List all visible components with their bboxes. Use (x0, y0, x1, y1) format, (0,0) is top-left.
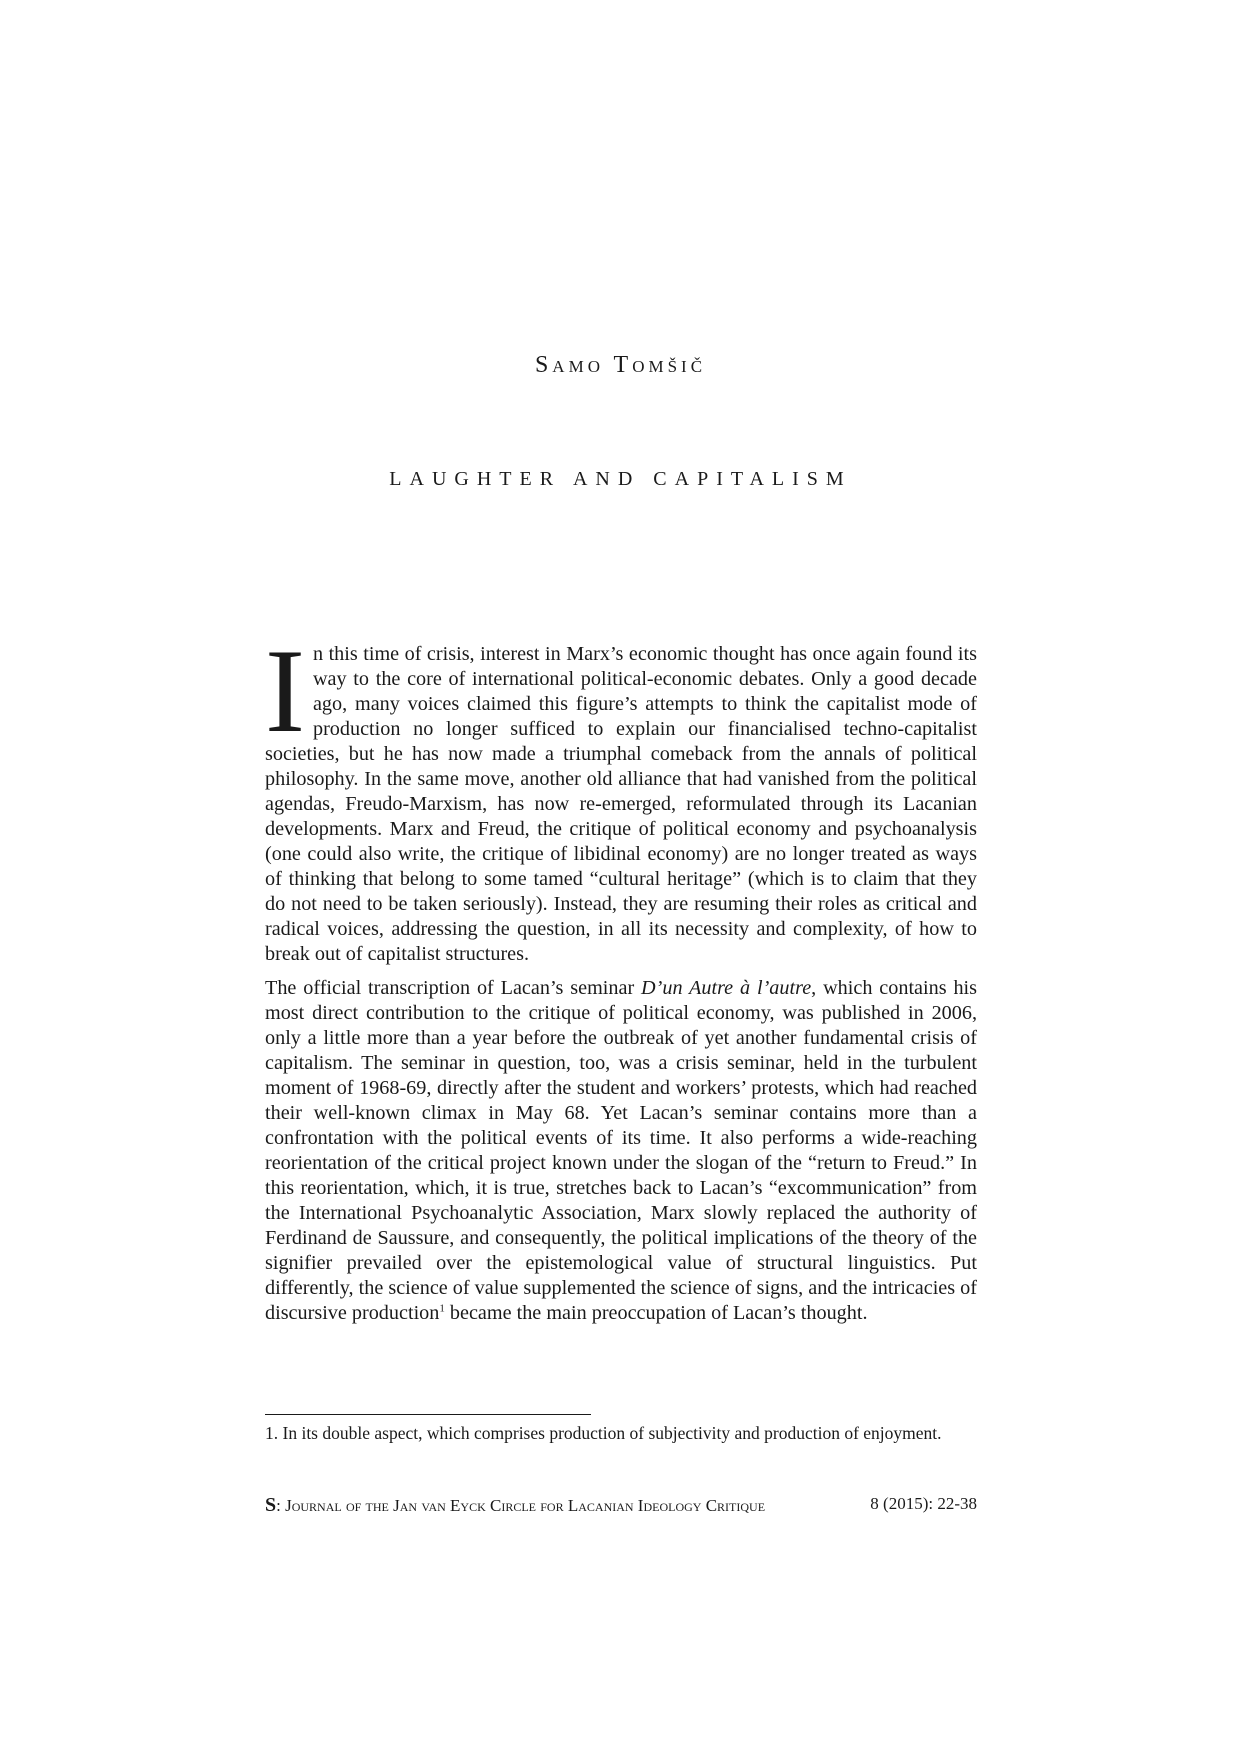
drop-cap: I (265, 624, 305, 757)
paragraph-text: n this time of crisis, interest in Marx’s economic thought has once again found its way to the core of international political-economic debates. Only a good decade ago, many voices claimed this figure’s attempts to think the capitalist mode of production no longer sufficed to explain our financialised techno-capitalist societies, but he has now made a triumphal comeback from the annals of political philosophy. In the same move, another old alliance that had vanished from the political agendas, Freudo-Marxism, has now re-emerged, reformulated through its Lacanian developments. Marx and Freud, the critique of political economy and psychoanalysis (one could also write, the critique of libidinal economy) are no longer treated as ways of thinking that belong to some tamed “cultural heritage” (which is to claim that they do not need to be taken seriously). Instead, they are resuming their roles as critical and radical voices, addressing the question, in all its necessity and complexity, of how to break out of capitalist structures. (265, 643, 977, 965)
footnote-divider (265, 1414, 591, 1415)
journal-name (265, 1494, 765, 1517)
author-name: Samo Tomšič (534, 352, 707, 378)
seminar-title: D’un Autre à l’autre (641, 977, 812, 999)
article-title: LAUGHTER AND CAPITALISM (389, 468, 852, 490)
paragraph-text: The official transcription of Lacan’s seminar (265, 977, 642, 999)
journal-title: : Journal of the Jan van Eyck Circle for Lacanian Ideology Critique (276, 1496, 766, 1515)
footnote: 1. In its double aspect, which comprises production of subjectivity and production of enjoyment. (265, 1423, 942, 1443)
article-body (265, 624, 977, 1335)
page-range: 8 (2015): 22-38 (870, 1494, 977, 1513)
paragraph (265, 976, 977, 1326)
journal-logo-letter: S (265, 1494, 277, 1516)
paragraph-text: became the main preoccupation of Lacan’s thought. (444, 1302, 868, 1324)
paragraph (265, 624, 977, 967)
footnote-reference[interactable]: 1 (439, 1302, 445, 1315)
paragraph-text: , which contains his most direct contribution to the critique of political economy, was published in 2006, only a little more than a year before the outbreak of yet another fundamental crisis of capitalism. The seminar in question, too, was a crisis seminar, held in the turbulent moment of 1968-69, directly after the student and workers’ protests, which had reached their well-known climax in May 68. Yet Lacan’s seminar contains more than a confrontation with the political events of its time. It also performs a wide-reaching reorientation of the critical project known under the slogan of the “return to Freud.” In this reorientation, which, it is true, stretches back to Lacan’s “excommunication” from the International Psychoanalytic Association, Marx slowly replaced the authority of Ferdinand de Saussure, and consequently, the political implications of the theory of the signifier prevailed over the epistemological value of structural linguistics. Put differently, the science of value supplemented the science of signs, and the intricacies of discursive production (265, 977, 977, 1324)
